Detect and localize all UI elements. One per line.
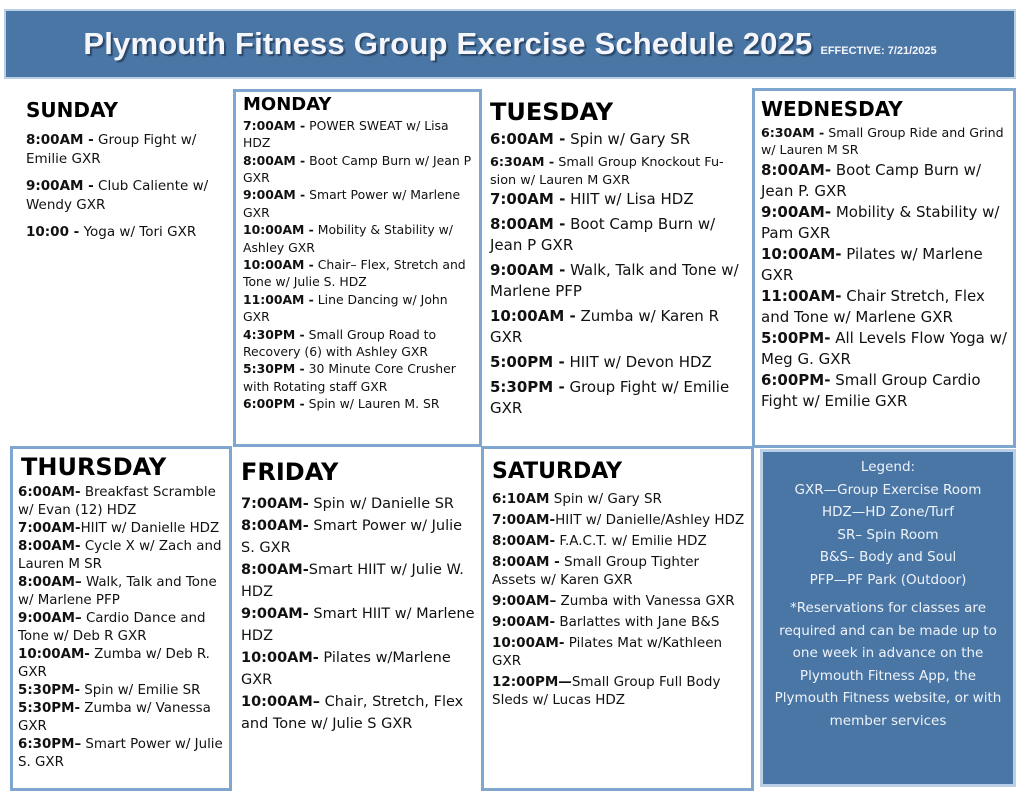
class-time: 4:30PM - bbox=[243, 326, 305, 342]
class-entry bbox=[243, 117, 474, 152]
class-entry bbox=[241, 691, 476, 735]
class-description: Chair, Stretch, Flex and Tone w/ Julie S GXR bbox=[241, 694, 464, 733]
day-heading-tuesday: TUESDAY bbox=[490, 98, 614, 126]
class-time: 6:00PM - bbox=[243, 396, 305, 412]
monday-column bbox=[233, 89, 482, 447]
class-description: Zumba w/ Deb R. GXR bbox=[18, 647, 210, 681]
class-entry bbox=[26, 131, 226, 169]
class-entry bbox=[243, 360, 474, 395]
class-entry bbox=[243, 326, 474, 361]
class-time: 8:00AM - bbox=[243, 152, 306, 168]
class-time: 7:00AM- bbox=[18, 521, 81, 537]
class-entry bbox=[761, 160, 1009, 202]
class-description: Small Group Full Body Sleds w/ Lucas HDZ bbox=[492, 674, 721, 709]
class-entry bbox=[492, 490, 745, 508]
schedule-header bbox=[4, 9, 1016, 79]
legend-item: B&S– Body and Soul bbox=[819, 549, 957, 565]
friday-column bbox=[232, 447, 482, 791]
class-time: 10:00AM- bbox=[761, 245, 842, 263]
class-description: Spin w/ Lauren M. SR bbox=[304, 396, 440, 412]
class-entry bbox=[18, 700, 224, 736]
class-entry bbox=[241, 603, 476, 647]
class-entry bbox=[492, 532, 745, 550]
class-description: All Levels Flow Yoga w/ Meg G. GXR bbox=[761, 329, 1007, 368]
class-time: 10:00AM - bbox=[243, 257, 314, 273]
class-description: Smart Power w/ Julie S. GXR bbox=[18, 737, 223, 771]
class-description: Barlattes with Jane B&S bbox=[555, 614, 720, 631]
class-description: Zumba w/ Karen R GXR bbox=[490, 307, 719, 347]
class-description: Small Group Cardio Fight w/ Emilie GXR bbox=[761, 371, 981, 410]
class-time: 7:00AM- bbox=[241, 496, 309, 513]
day-heading-saturday: SATURDAY bbox=[492, 459, 623, 484]
class-description: Small Group Tighter Assets w/ Karen GXR bbox=[492, 554, 700, 589]
class-entry bbox=[761, 124, 1009, 158]
effective-date: EFFECTIVE: 7/21/2025 bbox=[820, 45, 937, 57]
class-description: Spin w/ Gary SR bbox=[549, 491, 662, 508]
legend-item: GXR—Group Exercise Room bbox=[794, 481, 982, 498]
class-time: 9:00AM– bbox=[492, 593, 557, 610]
class-time: 12:00PM— bbox=[492, 674, 572, 691]
class-entry bbox=[492, 592, 745, 610]
day-heading-friday: FRIDAY bbox=[241, 458, 339, 486]
class-description: Zumba with Vanessa GXR bbox=[556, 593, 735, 610]
reservation-note: *Reservations for classes are required and can be made up to one week in advance on the Plymouth Fitness App, the Plymouth Fitness website, or with member services bbox=[774, 600, 1002, 729]
class-description: Pilates w/Marlene GXR bbox=[241, 650, 451, 689]
class-description: Group Fight w/ Emilie GXR bbox=[490, 378, 730, 418]
class-entry bbox=[492, 511, 745, 529]
day-heading-monday: MONDAY bbox=[243, 94, 332, 115]
tuesday-column bbox=[484, 89, 752, 447]
class-time: 8:00AM - bbox=[490, 215, 566, 234]
class-time: 9:00AM– bbox=[18, 611, 82, 627]
class-entry bbox=[490, 352, 748, 373]
class-time: 5:30PM - bbox=[243, 361, 305, 377]
class-entry bbox=[18, 484, 224, 520]
class-time: 5:30PM- bbox=[18, 683, 81, 699]
class-time: 11:00AM- bbox=[761, 287, 842, 305]
class-description: Spin w/ Danielle SR bbox=[308, 496, 455, 513]
class-description: F.A.C.T. w/ Emilie HDZ bbox=[555, 533, 707, 550]
class-entry bbox=[18, 610, 224, 646]
class-time: 8:00AM- bbox=[18, 539, 81, 555]
class-description: Smart Power w/ Julie S. GXR bbox=[241, 518, 463, 557]
class-description: Walk, Talk and Tone w/ Marlene PFP bbox=[490, 261, 739, 301]
wednesday-column bbox=[752, 88, 1016, 448]
class-time: 9:00AM- bbox=[241, 606, 309, 623]
class-entry bbox=[243, 291, 474, 326]
class-time: 10:00 - bbox=[26, 224, 80, 240]
class-time: 5:00PM- bbox=[761, 329, 831, 347]
class-description: Breakfast Scramble w/ Evan (12) HDZ bbox=[18, 485, 216, 519]
class-description: Cardio Dance and Tone w/ Deb R GXR bbox=[18, 611, 206, 645]
class-entry bbox=[492, 553, 745, 589]
class-description: Pilates w/ Marlene GXR bbox=[761, 245, 983, 284]
class-description: Walk, Talk and Tone w/ Marlene PFP bbox=[18, 575, 217, 609]
legend-title: Legend: bbox=[860, 459, 916, 475]
class-entry bbox=[490, 260, 748, 302]
class-entry bbox=[18, 736, 224, 772]
class-entry bbox=[492, 673, 745, 709]
class-description: Cycle X w/ Zach and Lauren M SR bbox=[18, 539, 222, 573]
class-time: 7:00AM - bbox=[243, 117, 306, 133]
class-entry bbox=[26, 177, 226, 215]
class-entry bbox=[761, 328, 1009, 370]
class-time: 8:00AM– bbox=[18, 575, 82, 591]
day-heading-wednesday: WEDNESDAY bbox=[761, 97, 903, 121]
class-description: HIIT w/ Lisa HDZ bbox=[565, 190, 694, 209]
class-description: Smart Power w/ Marlene GXR bbox=[243, 187, 461, 220]
class-time: 5:30PM - bbox=[490, 378, 565, 397]
class-entry bbox=[18, 574, 224, 610]
class-time: 10:00AM- bbox=[18, 647, 90, 663]
class-time: 9:00AM- bbox=[761, 203, 832, 221]
class-description: Mobility & Stability w/ Pam GXR bbox=[761, 203, 1000, 242]
class-description: Boot Camp Burn w/ Jean P GXR bbox=[243, 152, 472, 186]
class-time: 6:30PM– bbox=[18, 737, 82, 753]
class-description: Smart HIIT w/ Marlene HDZ bbox=[241, 606, 475, 645]
class-description: Smart HIIT w/ Julie W. HDZ bbox=[241, 562, 464, 601]
thursday-column bbox=[10, 446, 232, 791]
class-description: HIIT w/ Danielle/Ashley HDZ bbox=[555, 512, 745, 529]
class-entry bbox=[490, 189, 748, 210]
class-time: 8:00AM- bbox=[492, 533, 556, 550]
class-time: 6:30AM - bbox=[761, 125, 825, 140]
class-description: POWER SWEAT w/ Lisa HDZ bbox=[243, 117, 449, 151]
class-description: Small Group Road to Recovery (6) with Ashley GXR bbox=[243, 326, 437, 360]
class-entry bbox=[241, 647, 476, 691]
class-time: 8:00AM - bbox=[492, 554, 560, 571]
class-entry bbox=[490, 377, 748, 419]
class-description: Spin w/ Emilie SR bbox=[80, 683, 201, 699]
class-description: Boot Camp Burn w/ Jean P. GXR bbox=[761, 161, 982, 200]
class-time: 9:00AM- bbox=[492, 614, 556, 631]
day-heading-thursday: THURSDAY bbox=[21, 453, 167, 481]
class-description: Spin w/ Gary SR bbox=[565, 130, 691, 149]
class-entry bbox=[492, 613, 745, 631]
class-entry bbox=[241, 515, 476, 559]
class-time: 10:00AM- bbox=[241, 650, 319, 667]
class-description: Chair Stretch, Flex and Tone w/ Marlene GXR bbox=[761, 287, 985, 326]
class-entry bbox=[26, 223, 226, 242]
class-description: Pilates Mat w/Kathleen GXR bbox=[492, 635, 723, 670]
class-entry bbox=[490, 129, 748, 150]
class-time: 10:00AM - bbox=[490, 307, 576, 326]
class-entry bbox=[241, 493, 476, 515]
class-entry bbox=[243, 395, 474, 412]
class-description: Small Group Ride and Grind w/ Lauren M SR bbox=[761, 125, 1004, 157]
class-description: Club Caliente w/ Wendy GXR bbox=[26, 178, 209, 213]
class-time: 11:00AM - bbox=[243, 291, 314, 307]
class-time: 5:00PM - bbox=[490, 353, 565, 372]
class-time: 8:00AM- bbox=[761, 161, 832, 179]
class-entry bbox=[761, 286, 1009, 328]
class-entry bbox=[490, 214, 748, 256]
class-entry bbox=[243, 256, 474, 291]
class-time: 9:00AM - bbox=[26, 178, 94, 194]
class-description: Yoga w/ Tori GXR bbox=[79, 224, 197, 240]
class-time: 8:00AM- bbox=[241, 562, 309, 579]
class-description: HIIT w/ Danielle HDZ bbox=[80, 521, 220, 537]
class-time: 6:00AM - bbox=[490, 130, 566, 149]
saturday-column bbox=[481, 446, 754, 791]
class-description: 30 Minute Core Crusher with Rotating staff GXR bbox=[243, 361, 456, 394]
legend-item: PFP—PF Park (Outdoor) bbox=[809, 571, 967, 588]
sunday-column bbox=[14, 91, 232, 449]
class-description: Line Dancing w/ John GXR bbox=[243, 291, 448, 325]
class-time: 8:00AM - bbox=[26, 132, 94, 148]
legend-box bbox=[760, 449, 1016, 787]
legend-item: SR– Spin Room bbox=[837, 526, 939, 543]
class-time: 7:00AM- bbox=[492, 512, 556, 529]
class-entry bbox=[241, 559, 476, 603]
class-time: 7:00AM - bbox=[490, 190, 566, 209]
day-heading-sunday: SUNDAY bbox=[26, 98, 119, 122]
class-entry bbox=[761, 244, 1009, 286]
class-entry bbox=[761, 202, 1009, 244]
class-description: Group Fight w/ Emilie GXR bbox=[26, 132, 197, 167]
class-time: 9:00AM - bbox=[490, 261, 566, 280]
class-entry bbox=[18, 682, 224, 700]
class-time: 6:00PM- bbox=[761, 371, 831, 389]
class-entry bbox=[490, 306, 748, 348]
class-entry bbox=[243, 186, 474, 221]
class-time: 10:00AM– bbox=[241, 694, 321, 711]
class-time: 8:00AM- bbox=[241, 518, 309, 535]
class-description: Small Group Knockout Fu-sion w/ Lauren M GXR bbox=[490, 155, 724, 188]
class-time: 6:30AM - bbox=[490, 155, 555, 171]
class-time: 6:00AM- bbox=[18, 485, 81, 501]
page-title: Plymouth Fitness Group Exercise Schedule 2025 bbox=[83, 26, 813, 61]
class-entry bbox=[18, 520, 224, 538]
class-entry bbox=[490, 154, 748, 189]
class-time: 5:30PM- bbox=[18, 701, 81, 717]
class-entry bbox=[243, 221, 474, 256]
class-entry bbox=[761, 370, 1009, 412]
class-entry bbox=[18, 538, 224, 574]
class-time: 9:00AM - bbox=[243, 187, 306, 203]
class-time: 10:00AM - bbox=[243, 222, 314, 238]
class-entry bbox=[243, 152, 474, 187]
class-time: 10:00AM- bbox=[492, 635, 565, 652]
class-description: Chair– Flex, Stretch and Tone w/ Julie S. HDZ bbox=[243, 257, 466, 290]
class-time: 6:10AM bbox=[492, 491, 550, 508]
class-entry bbox=[492, 634, 745, 670]
class-entry bbox=[18, 646, 224, 682]
class-description: Boot Camp Burn w/ Jean P GXR bbox=[490, 215, 716, 255]
class-description: HIIT w/ Devon HDZ bbox=[564, 353, 712, 372]
class-description: Mobility & Stability w/ Ashley GXR bbox=[243, 222, 453, 255]
class-description: Zumba w/ Vanessa GXR bbox=[18, 701, 211, 735]
legend-item: HDZ—HD Zone/Turf bbox=[821, 504, 955, 520]
